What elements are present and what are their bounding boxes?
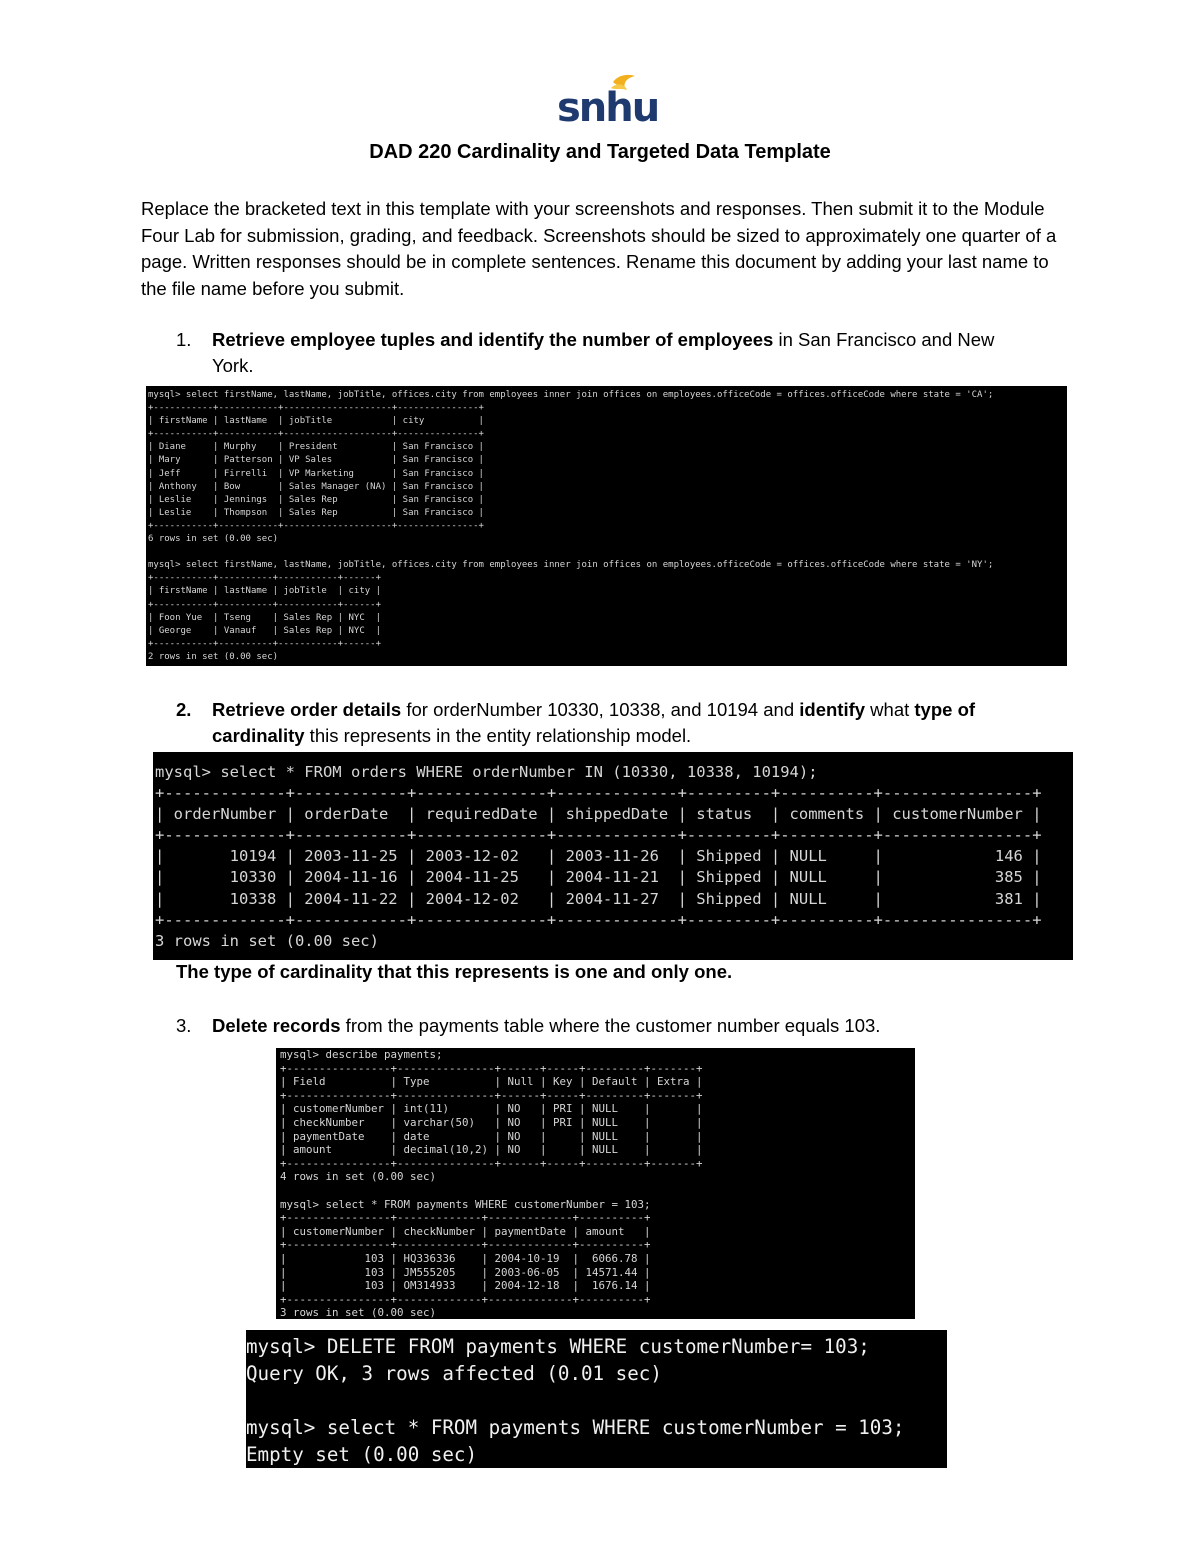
question-bold: identify: [799, 699, 866, 720]
question-bold: Retrieve employee tuples and identify the number of employees: [212, 329, 774, 350]
question-text: [212, 1013, 880, 1039]
answer-text: The type of cardinality that this represents is one and only one.: [176, 961, 733, 982]
question-text: [212, 327, 994, 379]
terminal-screenshot-employees: [146, 386, 1067, 666]
terminal-output: mysql> select firstName, lastName, jobTitle, offices.city from employees inner join offices on employees.officeCode = offices.officeCode where state = 'CA'; +-----------+-----------+--------------------+---------------+ | firstName | lastName | jobTitle | city | +-----------+-----------+--------------------+---------------+ | Diane | Murphy | President | San Francisco | | Mary | Patterson | VP Sales | San Francisco | | Jeff | Firrelli | VP Marketing | San Francisco | | Anthony | Bow | Sales Manager (NA) | San Francisco | | Leslie | Jennings | Sales Rep | San Francisco | | Leslie | Thompson | Sales Rep | San Francisco | +-----------+-----------+--------------------+---------------+ 6 rows in set (0.00 sec) mysql> select firstName, lastName, jobTitle, offices.city from employees inner join offices on employees.officeCode = offices.officeCode where state = 'NY'; +-----------+----------+-----------+------+ | firstName | lastName | jobTitle | city | +-----------+----------+-----------+------+ | Foon Yue | Tseng | Sales Rep | NYC | | George | Vanauf | Sales Rep | NYC | +-----------+----------+-----------+------+ 2 rows in set (0.00 sec): [148, 390, 994, 662]
question-bold: Retrieve order details: [212, 699, 402, 720]
snhu-logo: [553, 72, 659, 132]
question-bold: type of: [914, 699, 976, 720]
terminal-output: mysql> select * FROM orders WHERE orderNumber IN (10330, 10338, 10194); +-------------+------------+--------------+-------------+---------+----------+----------------+ | orderNumber | orderDate | requiredDate | shippedDate | status | comments | customerNumber | +-------------+------------+--------------+-------------+---------+----------+----------------+ | 10194 | 2003-11-25 | 2003-12-02 | 2003-11-26 | Shipped | NULL | 146 | | 10330 | 2004-11-16 | 2004-11-25 | 2004-11-21 | Shipped | NULL | 385 | | 10338 | 2004-11-22 | 2004-12-02 | 2004-11-27 | Shipped | NULL | 381 | +-------------+------------+--------------+-------------+---------+----------+----------------+ 3 rows in set (0.00 sec): [155, 763, 1042, 950]
question-line2: York.: [212, 355, 254, 376]
question-number: 2.: [176, 699, 192, 720]
question-plain: from the payments table where the customer number equals 103.: [340, 1015, 881, 1036]
logo-text: snhu: [557, 85, 659, 131]
terminal-output: mysql> describe payments; +----------------+---------------+------+-----+---------+-------+ | Field | Type | Null | Key | Default | Extra | +----------------+---------------+------+-----+---------+-------+ | customerNumber | int(11) | NO | PRI | NULL | | | checkNumber | varchar(50) | NO | PRI | NULL | | | paymentDate | date | NO | | NULL | | | amount | decimal(10,2) | NO | | NULL | | +----------------+---------------+------+-----+---------+-------+ 4 rows in set (0.00 sec) mysql> select * FROM payments WHERE customerNumber = 103; +----------------+-------------+-------------+----------+ | customerNumber | checkNumber | paymentDate | amount | +----------------+-------------+-------------+----------+ | 103 | HQ336336 | 2004-10-19 | 6066.78 | | 103 | JM555205 | 2003-06-05 | 14571.44 | | 103 | OM314933 | 2004-12-18 | 1676.14 | +----------------+-------------+-------------+----------+ 3 rows in set (0.00 sec): [280, 1048, 703, 1319]
terminal-output: mysql> DELETE FROM payments WHERE customerNumber= 103; Query OK, 3 rows affected (0.01 sec) mysql> select * FROM payments WHERE customerNumber = 103; Empty set (0.00 sec): [246, 1335, 905, 1466]
question-plain: what: [865, 699, 915, 720]
question-number: 3.: [176, 1015, 192, 1036]
intro-paragraph: Replace the bracketed text in this template with your screenshots and responses. Then submit it to the Module Four Lab for submission, grading, and feedback. Screenshots should be sized to approximately one quarter of a page. Written responses should be in complete sentences. Rename this document by adding your last name to the file name before you submit.: [141, 198, 1057, 299]
question-bold: cardinality: [212, 725, 305, 746]
document-title: DAD 220 Cardinality and Targeted Data Template: [369, 141, 831, 163]
question-bold: Delete records: [212, 1015, 341, 1036]
terminal-screenshot-orders: [153, 752, 1073, 960]
question-plain: for orderNumber 10330, 10338, and 10194 and: [401, 699, 800, 720]
question-plain: this represents in the entity relationship model.: [304, 725, 692, 746]
terminal-screenshot-delete: [246, 1330, 947, 1468]
question-text: [212, 697, 975, 749]
question-plain: in San Francisco and New: [773, 329, 995, 350]
question-number: 1.: [176, 329, 192, 350]
terminal-screenshot-payments: [276, 1048, 915, 1319]
